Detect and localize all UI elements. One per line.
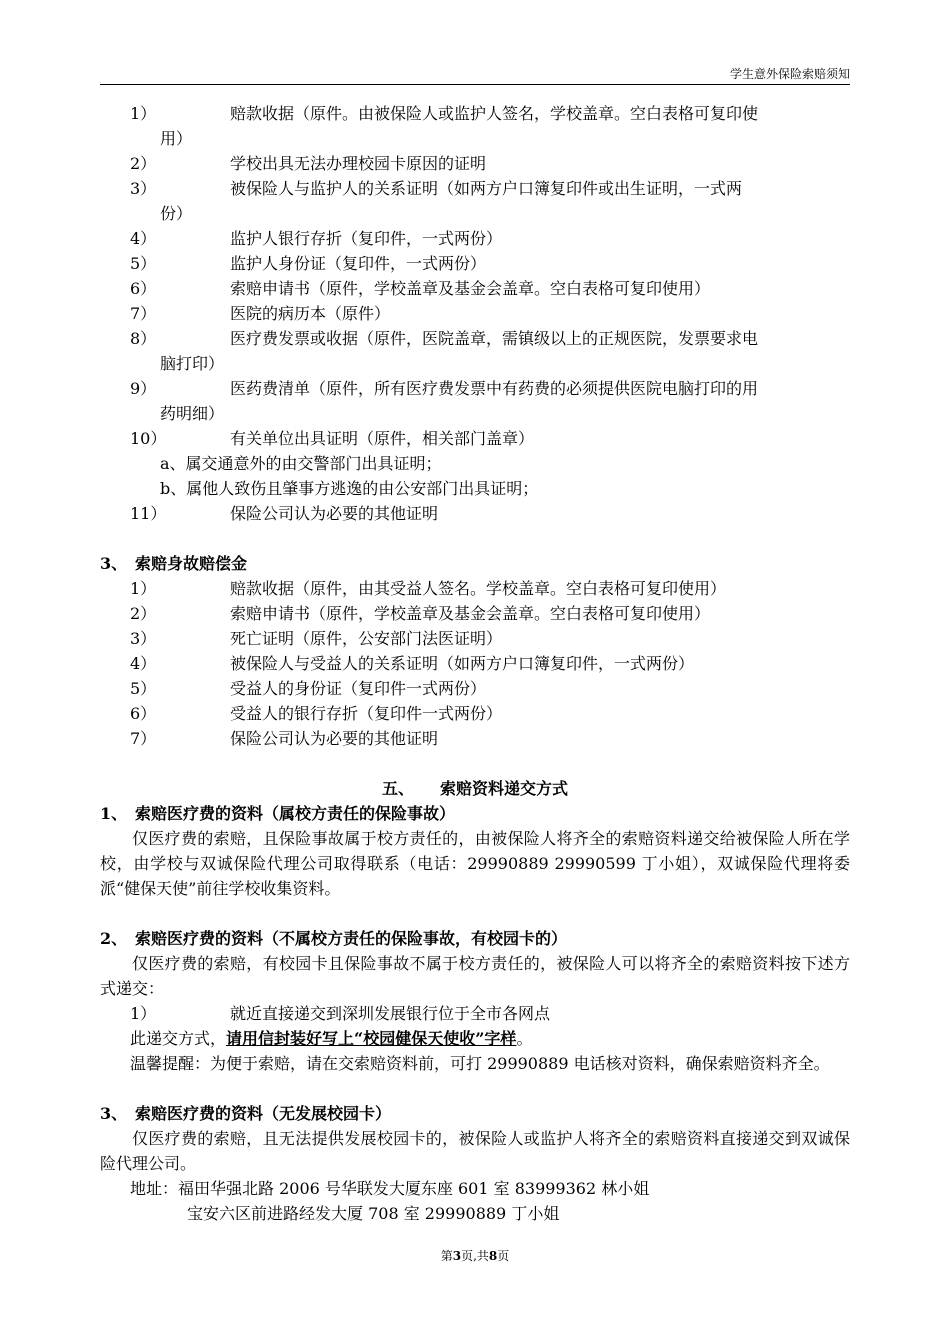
paragraph: 仅医疗费的索赔，且无法提供发展校园卡的，被保险人或监护人将齐全的索赔资料直接递交到双诚保险代理公司。 [100,1129,850,1173]
item-text: 医院的病历本（原件） [230,304,391,323]
list-item [130,676,850,701]
list-item [130,101,850,151]
address-line: 宝安六区前进路经发大厦 708 室 29990889 丁小姐 [187,1204,560,1223]
list-item [130,326,850,376]
item-text: 被保险人与监护人的关系证明（如两方户口簿复印件或出生证明，一式两 [230,179,743,198]
reminder-text: 温馨提醒：为便于索赔，请在交索赔资料前，可打 29990889 电话核对资料，确保索赔资料齐全。 [130,1054,830,1073]
section-title: 索赔医疗费的资料（属校方责任的保险事故） [135,804,456,823]
section-heading [100,551,850,576]
item-number: 4） [130,229,157,248]
page-footer [0,1248,950,1264]
item-text: 有关单位出具证明（原件，相关部门盖章） [230,429,535,448]
note-emphasis: 请用信封装好写上“校园健保天使收”字样 [226,1029,517,1048]
paragraph: 仅医疗费的索赔，有校园卡且保险事故不属于校方责任的，被保险人可以将齐全的索赔资料按下述方式递交： [100,954,850,998]
item-number: 9） [130,379,157,398]
item-number: 4） [130,654,157,673]
item-text: 监护人身份证（复印件，一式两份） [230,254,487,273]
required-documents-list [130,101,850,526]
item-number: 5） [130,679,157,698]
item-number: 11） [130,504,167,523]
section-title: 索赔医疗费的资料（无发展校园卡） [135,1104,392,1123]
list-item [130,701,850,726]
paragraph: 仅医疗费的索赔，且保险事故属于校方责任的，由被保险人将齐全的索赔资料递交给被保险人所在学校，由学校与双诚保险代理公司取得联系（电话：29990889 29990599 丁小姐），双诚保险代理将委派“健保天使”前往学校收集资料。 [100,829,850,898]
list-item [130,226,850,251]
footer-mid: 页,共 [461,1249,489,1263]
list-item [130,376,850,426]
item-number: 2） [130,154,157,173]
item-number: 6） [130,279,157,298]
item-number: 3） [130,629,157,648]
item-number: 3） [130,179,157,198]
item-text: 医药费清单（原件，所有医疗费发票中有药费的必须提供医院电脑打印的用 [230,379,759,398]
address-text: 福田华强北路 2006 号华联发大厦东座 601 室 83999362 林小姐 [178,1179,650,1198]
item-number: 6） [130,704,157,723]
list-item [130,176,850,226]
item-text: 学校出具无法办理校园卡原因的证明 [230,154,487,173]
item-text-continued: 药明细） [160,404,225,423]
item-number: 1） [130,104,157,123]
list-item [130,651,850,676]
part-number: 五、 [381,779,414,798]
list-item [130,426,850,451]
item-text-continued: 脑打印） [160,354,225,373]
item-text: 被保险人与受益人的关系证明（如两方户口簿复印件，一式两份） [230,654,695,673]
item-text: 就近直接递交到深圳发展银行位于全市各网点 [230,1004,551,1023]
list-item [130,301,850,326]
item-text: 索赔申请书（原件，学校盖章及基金会盖章。空白表格可复印使用） [230,279,711,298]
address-label: 地址： [130,1179,179,1198]
item-number: 8） [130,329,157,348]
footer-suffix: 页 [497,1249,510,1263]
item-text: 受益人的身份证（复印件一式两份） [230,679,487,698]
item-number: 1） [130,1004,157,1023]
list-item [130,626,850,651]
section-number: 2、 [100,929,128,948]
item-number: 7） [130,304,157,323]
sub-item: a、属交通意外的由交警部门出具证明； [160,454,442,473]
total-pages: 8 [488,1249,498,1263]
document-body [100,101,850,1226]
part-title [100,776,850,801]
list-item [130,501,850,526]
section-heading [100,1101,850,1126]
death-benefit-list [130,576,850,751]
item-text: 死亡证明（原件，公安部门法医证明） [230,629,503,648]
footer-prefix: 第 [440,1249,453,1263]
list-item [130,151,850,176]
section-heading [100,801,850,826]
submission-note [130,1026,850,1051]
item-text: 受益人的银行存折（复印件一式两份） [230,704,503,723]
list-item [130,276,850,301]
section-number: 3、 [100,1104,128,1123]
item-number: 1） [130,579,157,598]
item-number: 2） [130,604,157,623]
list-item [130,251,850,276]
item-text-continued: 用） [160,129,193,148]
list-item [130,601,850,626]
item-text: 赔款收据（原件。由被保险人或监护人签名，学校盖章。空白表格可复印使 [230,104,759,123]
part-heading: 索赔资料递交方式 [440,779,569,798]
item-number: 10） [130,429,167,448]
list-item [130,726,850,751]
section-number: 3、 [100,554,128,573]
address-line [130,1176,850,1201]
current-page: 3 [452,1249,462,1263]
item-text: 保险公司认为必要的其他证明 [230,504,439,523]
page-header: 学生意外保险索赔须知 [729,67,850,81]
section-title: 索赔身故赔偿金 [135,554,248,573]
section-number: 1、 [100,804,128,823]
note-prefix: 此递交方式， [130,1029,227,1048]
item-text: 医疗费发票或收据（原件，医院盖章，需镇级以上的正规医院，发票要求电 [230,329,759,348]
list-item [130,576,850,601]
section-title: 索赔医疗费的资料（不属校方责任的保险事故，有校园卡的） [135,929,568,948]
sub-item: b、属他人致伤且肇事方逃逸的由公安部门出具证明； [160,479,539,498]
item-text-continued: 份） [160,204,193,223]
item-number: 5） [130,254,157,273]
section-heading [100,926,850,951]
item-text: 赔款收据（原件，由其受益人签名。学校盖章。空白表格可复印使用） [230,579,727,598]
item-number: 7） [130,729,157,748]
item-text: 索赔申请书（原件，学校盖章及基金会盖章。空白表格可复印使用） [230,604,711,623]
note-suffix: 。 [516,1029,533,1048]
item-text: 保险公司认为必要的其他证明 [230,729,439,748]
item-text: 监护人银行存折（复印件，一式两份） [230,229,503,248]
list-item [130,1001,850,1026]
header-rule [100,84,850,85]
